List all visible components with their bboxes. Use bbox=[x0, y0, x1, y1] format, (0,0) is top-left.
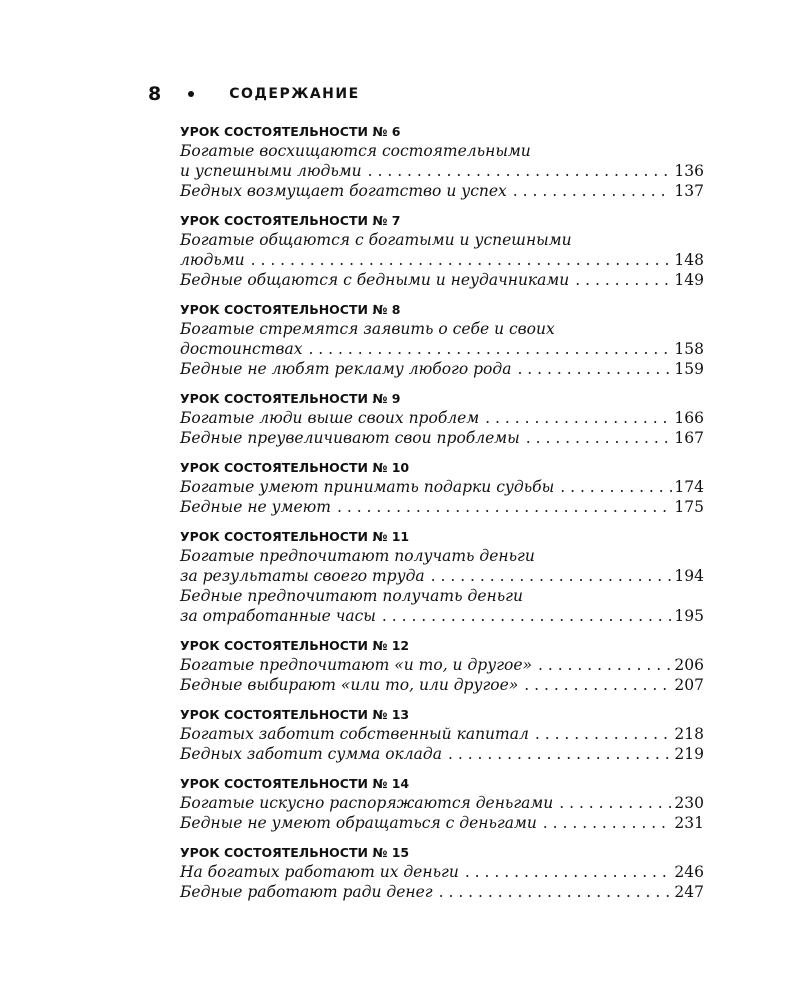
section-title: СОДЕРЖАНИЕ bbox=[229, 86, 360, 102]
lesson-section bbox=[180, 844, 704, 902]
dot-leader bbox=[308, 339, 672, 359]
entry-title: Бедные не умеют обращаться с деньгами bbox=[180, 814, 537, 832]
entry-title: людьми bbox=[180, 251, 245, 269]
page-reference: 167 bbox=[674, 429, 704, 447]
toc-entry[interactable] bbox=[180, 181, 704, 201]
entry-line bbox=[180, 566, 704, 586]
table-of-contents bbox=[180, 123, 704, 913]
toc-entry[interactable] bbox=[180, 141, 704, 181]
entry-title: за результаты своего труда bbox=[180, 567, 425, 585]
entry-title: Бедные работают ради денег bbox=[180, 883, 433, 901]
lesson-section bbox=[180, 528, 704, 626]
dot-leader bbox=[560, 477, 672, 497]
toc-entry[interactable] bbox=[180, 428, 704, 448]
dot-leader bbox=[439, 882, 673, 902]
dot-leader bbox=[559, 793, 672, 813]
entry-line bbox=[180, 250, 704, 270]
entry-title: Богатые общаются с богатыми и успешными bbox=[180, 231, 572, 249]
entry-title: Бедные преувеличивают свои проблемы bbox=[180, 429, 520, 447]
entry-title: Бедные выбирают «или то, или другое» bbox=[180, 676, 519, 694]
entry-title: Богатые искусно распоряжаются деньгами bbox=[180, 794, 554, 812]
dot-leader bbox=[448, 744, 672, 764]
entry-title: Богатые восхищаются состоятельными bbox=[180, 142, 531, 160]
entry-line bbox=[180, 586, 704, 606]
dot-leader bbox=[465, 862, 673, 882]
toc-entry[interactable] bbox=[180, 546, 704, 586]
lesson-title: УРОК СОСТОЯТЕЛЬНОСТИ № 13 bbox=[180, 707, 410, 722]
entry-title: Богатые люди выше своих проблем bbox=[180, 409, 480, 427]
toc-entry[interactable] bbox=[180, 319, 704, 359]
entry-title: Богатые стремятся заявить о себе и своих bbox=[180, 320, 555, 338]
dot-leader bbox=[517, 359, 672, 379]
page-reference: 136 bbox=[674, 162, 704, 180]
page-reference: 175 bbox=[674, 498, 704, 516]
dot-leader bbox=[431, 566, 673, 586]
page-reference: 158 bbox=[674, 340, 704, 358]
page-reference: 246 bbox=[674, 863, 704, 881]
lesson-section bbox=[180, 706, 704, 764]
entry-line bbox=[180, 497, 704, 517]
entry-line bbox=[180, 230, 704, 250]
page-number: 8 bbox=[148, 83, 162, 105]
entry-line bbox=[180, 606, 704, 626]
entry-title: Бедные не умеют bbox=[180, 498, 331, 516]
page-reference: 166 bbox=[674, 409, 704, 427]
dot-leader bbox=[251, 250, 673, 270]
dot-leader bbox=[535, 724, 673, 744]
toc-entry[interactable] bbox=[180, 359, 704, 379]
page-reference: 231 bbox=[674, 814, 704, 832]
entry-line bbox=[180, 339, 704, 359]
lesson-section bbox=[180, 775, 704, 833]
lesson-title: УРОК СОСТОЯТЕЛЬНОСТИ № 11 bbox=[180, 529, 410, 544]
entry-title: за отработанные часы bbox=[180, 607, 376, 625]
page-reference: 206 bbox=[674, 656, 704, 674]
toc-entry[interactable] bbox=[180, 408, 704, 428]
lesson-section bbox=[180, 301, 704, 379]
dot-leader bbox=[382, 606, 673, 626]
entry-line bbox=[180, 793, 704, 813]
toc-entry[interactable] bbox=[180, 675, 704, 695]
toc-entry[interactable] bbox=[180, 813, 704, 833]
lesson-title: УРОК СОСТОЯТЕЛЬНОСТИ № 15 bbox=[180, 845, 410, 860]
dot-leader bbox=[368, 161, 673, 181]
entry-title: Богатые предпочитают получать деньги bbox=[180, 547, 535, 565]
page-reference: 137 bbox=[674, 182, 704, 200]
running-head bbox=[148, 84, 360, 104]
page-reference: 195 bbox=[674, 607, 704, 625]
toc-entry[interactable] bbox=[180, 477, 704, 497]
lesson-title: УРОК СОСТОЯТЕЛЬНОСТИ № 14 bbox=[180, 776, 410, 791]
lesson-section bbox=[180, 459, 704, 517]
lesson-section bbox=[180, 390, 704, 448]
bullet-icon bbox=[188, 91, 194, 97]
entry-line bbox=[180, 862, 704, 882]
entry-line bbox=[180, 319, 704, 339]
page-reference: 218 bbox=[674, 725, 704, 743]
page-reference: 207 bbox=[674, 676, 704, 694]
page-reference: 174 bbox=[674, 478, 704, 496]
entry-line bbox=[180, 181, 704, 201]
lesson-section bbox=[180, 123, 704, 201]
entry-line bbox=[180, 882, 704, 902]
dot-leader bbox=[575, 270, 672, 290]
page-reference: 148 bbox=[674, 251, 704, 269]
entry-title: Бедных заботит сумма оклада bbox=[180, 745, 442, 763]
dot-leader bbox=[513, 181, 673, 201]
lesson-title: УРОК СОСТОЯТЕЛЬНОСТИ № 8 bbox=[180, 302, 401, 317]
toc-entry[interactable] bbox=[180, 744, 704, 764]
lesson-title: УРОК СОСТОЯТЕЛЬНОСТИ № 9 bbox=[180, 391, 401, 406]
toc-entry[interactable] bbox=[180, 270, 704, 290]
toc-entry[interactable] bbox=[180, 882, 704, 902]
entry-line bbox=[180, 408, 704, 428]
entry-line bbox=[180, 546, 704, 566]
dot-leader bbox=[337, 497, 672, 517]
toc-entry[interactable] bbox=[180, 793, 704, 813]
entry-title: Бедные не любят рекламу любого рода bbox=[180, 360, 512, 378]
entry-title: Богатые умеют принимать подарки судьбы bbox=[180, 478, 555, 496]
entry-title: Богатые предпочитают «и то, и другое» bbox=[180, 656, 533, 674]
dot-leader bbox=[524, 675, 672, 695]
entry-line bbox=[180, 477, 704, 497]
toc-entry[interactable] bbox=[180, 655, 704, 675]
entry-title: Бедные предпочитают получать деньги bbox=[180, 587, 523, 605]
page-reference: 247 bbox=[674, 883, 704, 901]
entry-line bbox=[180, 655, 704, 675]
entry-line bbox=[180, 744, 704, 764]
entry-line bbox=[180, 724, 704, 744]
lesson-section bbox=[180, 212, 704, 290]
entry-title: Богатых заботит собственный капитал bbox=[180, 725, 529, 743]
entry-line bbox=[180, 359, 704, 379]
entry-line bbox=[180, 428, 704, 448]
entry-line bbox=[180, 161, 704, 181]
toc-entry[interactable] bbox=[180, 230, 704, 270]
dot-leader bbox=[538, 655, 672, 675]
entry-title: На богатых работают их деньги bbox=[180, 863, 459, 881]
entry-line bbox=[180, 813, 704, 833]
toc-entry[interactable] bbox=[180, 724, 704, 744]
page-reference: 149 bbox=[674, 271, 704, 289]
dot-leader bbox=[526, 428, 673, 448]
entry-title: достоинствах bbox=[180, 340, 303, 358]
entry-title: Бедные общаются с бедными и неудачниками bbox=[180, 271, 570, 289]
entry-line bbox=[180, 270, 704, 290]
dot-leader bbox=[543, 813, 673, 833]
lesson-section bbox=[180, 637, 704, 695]
entry-line bbox=[180, 141, 704, 161]
page-reference: 219 bbox=[674, 745, 704, 763]
page-reference: 230 bbox=[674, 794, 704, 812]
lesson-title: УРОК СОСТОЯТЕЛЬНОСТИ № 12 bbox=[180, 638, 410, 653]
lesson-title: УРОК СОСТОЯТЕЛЬНОСТИ № 6 bbox=[180, 124, 401, 139]
lesson-title: УРОК СОСТОЯТЕЛЬНОСТИ № 7 bbox=[180, 213, 401, 228]
page-reference: 194 bbox=[674, 567, 704, 585]
toc-entry[interactable] bbox=[180, 586, 704, 626]
entry-title: и успешными людьми bbox=[180, 162, 362, 180]
entry-title: Бедных возмущает богатство и успех bbox=[180, 182, 507, 200]
toc-entry[interactable] bbox=[180, 497, 704, 517]
page-reference: 159 bbox=[674, 360, 704, 378]
lesson-title: УРОК СОСТОЯТЕЛЬНОСТИ № 10 bbox=[180, 460, 410, 475]
entry-line bbox=[180, 675, 704, 695]
toc-entry[interactable] bbox=[180, 862, 704, 882]
dot-leader bbox=[485, 408, 672, 428]
